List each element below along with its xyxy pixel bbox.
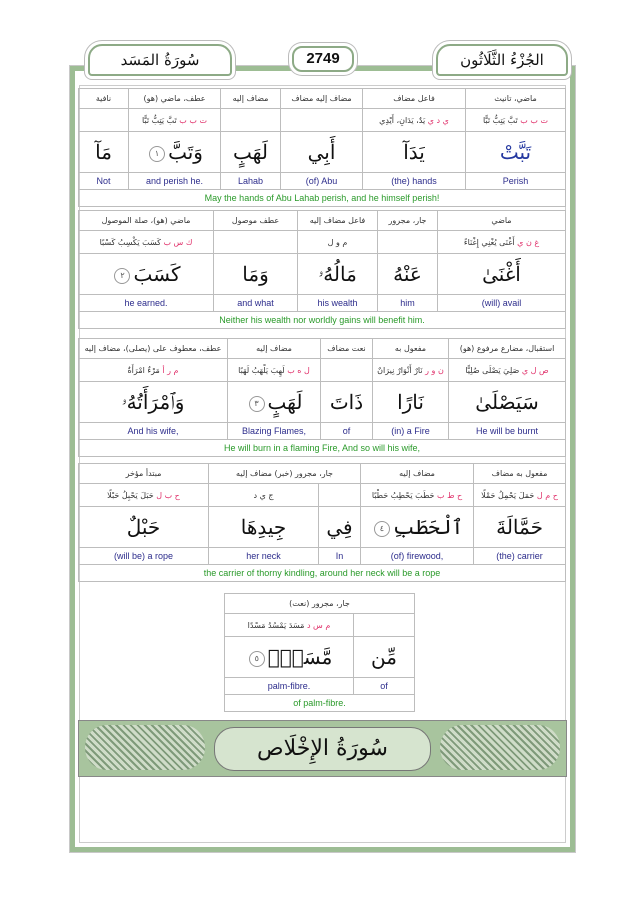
arabic-word-cell[interactable] <box>378 254 438 295</box>
arabic-word: جِيدِهَا <box>240 515 287 539</box>
verse-table <box>78 463 566 582</box>
root-forms: كَسَبَ يَكْسِبُ كَسْبًا <box>99 237 161 247</box>
arabic-word-cell[interactable] <box>129 132 221 173</box>
arabic-word-cell[interactable] <box>474 507 566 548</box>
root-cell <box>209 484 319 507</box>
root-letters: م س د <box>306 620 331 630</box>
arabic-word: أَبِي <box>307 140 336 164</box>
root-letters: ح ب ل <box>156 490 180 500</box>
page-number: 2749 <box>292 46 354 72</box>
grammar-cell: نافية <box>79 89 129 109</box>
english-word: his wealth <box>298 295 378 312</box>
grammar-cell: مضاف إليه <box>228 339 321 359</box>
next-surah-title: سُورَةُ الإِخْلَاص <box>214 727 431 771</box>
arabic-word-cell[interactable] <box>79 132 129 173</box>
root-cell <box>221 109 281 132</box>
english-word: Blazing Flames, <box>228 423 321 440</box>
arabic-word: حَبْلٌ <box>126 515 161 539</box>
arabic-word-cell[interactable] <box>466 132 566 173</box>
english-word: of <box>321 423 373 440</box>
ayah-number-icon: ٤ <box>374 521 390 537</box>
grammar-cell: ماضي <box>438 211 566 231</box>
verse-table <box>224 593 415 712</box>
verse-table <box>78 88 566 207</box>
grammar-cell: استقبال، مضارع مرفوع (هو) <box>449 339 566 359</box>
grammar-cell: ماضي (هو)، صلة الموصول <box>79 211 214 231</box>
arabic-word-cell[interactable] <box>225 637 354 678</box>
root-cell <box>363 109 466 132</box>
juz-name-tab: الجُزْءُ الثَّلَاثُون <box>436 44 568 76</box>
grammar-cell: مبتدأ مؤخر <box>79 464 209 484</box>
grammar-cell: مضاف إليه <box>361 464 474 484</box>
ayah-number-icon: ٥ <box>249 651 265 667</box>
root-cell <box>228 359 321 382</box>
root-cell <box>373 359 449 382</box>
ayah-number-icon: ١ <box>149 146 165 162</box>
arabic-word-cell[interactable] <box>298 254 378 295</box>
ayah-number-icon: ٢ <box>114 268 130 284</box>
root-letters: ي د ي <box>427 115 449 125</box>
english-word: Not <box>79 173 129 190</box>
root-cell <box>79 231 214 254</box>
root-forms: نَارٌ أَنْوَارٌ نِيرَانٌ <box>377 365 423 375</box>
arabic-word: كَسَبَ <box>133 262 181 286</box>
verse-block <box>78 338 565 457</box>
arabic-word-cell[interactable] <box>319 507 361 548</box>
root-cell <box>361 484 474 507</box>
root-forms: لَهِبَ يَلْهَبُ لَهَبًا <box>238 365 285 375</box>
grammar-cell: مفعول به <box>373 339 449 359</box>
ornament-right-icon <box>440 725 560 770</box>
arabic-word-cell[interactable] <box>438 254 566 295</box>
root-letters: ت ب ب <box>520 115 548 125</box>
grammar-cell: عطف موصول <box>214 211 298 231</box>
arabic-word: وَتَبَّ <box>168 140 203 164</box>
ayah-number-icon: ٣ <box>249 396 265 412</box>
grammar-cell: جار، مجرور (خبر) مضاف إليه <box>209 464 361 484</box>
grammar-cell: مضاف إليه <box>221 89 281 109</box>
english-word: him <box>378 295 438 312</box>
grammar-cell: جار، مجرور <box>378 211 438 231</box>
english-word: He will be burnt <box>449 423 566 440</box>
arabic-word-cell[interactable] <box>449 382 566 423</box>
root-forms: أَغْنَى يُغْنِي إِغْنَاءً <box>463 237 515 247</box>
root-cell <box>129 109 221 132</box>
root-cell <box>321 359 373 382</box>
english-word: (of) firewood, <box>361 548 474 565</box>
arabic-word-cell[interactable] <box>209 507 319 548</box>
arabic-word: يَدَآ <box>403 140 425 164</box>
arabic-word: مَّسَدٍۭ <box>267 645 333 669</box>
next-surah-banner <box>78 720 567 777</box>
root-letters: ت ب ب <box>179 115 207 125</box>
verse-block <box>78 88 565 207</box>
root-forms: حَمَلَ يَحْمِلُ حَمْلًا <box>481 490 535 500</box>
grammar-cell: فاعل مضاف إليه <box>298 211 378 231</box>
english-word: (will) avail <box>438 295 566 312</box>
root-cell <box>466 109 566 132</box>
verse-table <box>78 210 566 329</box>
root-cell <box>281 109 363 132</box>
arabic-word: ذَاتَ <box>329 390 364 414</box>
verse-block <box>78 210 565 329</box>
english-word: In <box>319 548 361 565</box>
root-letters: غ ن ي <box>517 237 540 247</box>
verse-translation: May the hands of Abu Lahab perish, and he himself perish! <box>79 190 566 207</box>
root-forms: حَطَبَ يَحْطِبُ حَطْبًا <box>371 490 435 500</box>
verse-table <box>78 338 566 457</box>
verse-block <box>78 463 565 582</box>
english-word: Perish <box>466 173 566 190</box>
english-word: Lahab <box>221 173 281 190</box>
root-cell <box>79 359 228 382</box>
grammar-cell: جار، مجرور (نعت) <box>225 594 415 614</box>
arabic-word: لَهَبٍ <box>233 140 268 164</box>
arabic-word-cell[interactable] <box>373 382 449 423</box>
english-word: and what <box>214 295 298 312</box>
english-word: palm-fibre. <box>225 678 354 695</box>
root-letters: ن و ر <box>425 365 444 375</box>
english-word: her neck <box>209 548 319 565</box>
arabic-word-cell[interactable] <box>214 254 298 295</box>
arabic-word-cell[interactable] <box>281 132 363 173</box>
grammar-cell: فاعل مضاف <box>363 89 466 109</box>
arabic-word: نَارًا <box>397 390 424 414</box>
arabic-word-cell[interactable] <box>228 382 321 423</box>
verse-translation: He will burn in a flaming Fire, And so will his wife, <box>79 440 566 457</box>
root-letters: ل ه ب <box>287 365 310 375</box>
arabic-word: فِي <box>326 515 353 539</box>
surah-name-tab: سُورَةُ المَسَد <box>88 44 232 76</box>
root-forms: صَلِيَ يَصْلَى صُلِيًّا <box>465 365 520 375</box>
arabic-word-cell[interactable] <box>363 132 466 173</box>
root-forms: يَدٌ، يَدَانِ، أَيْدِي <box>379 115 426 125</box>
grammar-cell: عطف، معطوف على (يصلى)، مضاف إليه <box>79 339 228 359</box>
root-forms: مَرْءٌ امْرَأَةٌ <box>127 365 160 375</box>
arabic-word-cell[interactable] <box>221 132 281 173</box>
arabic-word: ٱلْحَطَبِ <box>392 515 464 539</box>
english-word: (will be) a rope <box>79 548 209 565</box>
verse-translation: the carrier of thorny kindling, around her neck will be a rope <box>79 565 566 582</box>
root-cell <box>214 231 298 254</box>
grammar-cell: نعت مضاف <box>321 339 373 359</box>
arabic-word: وَمَا <box>242 262 269 286</box>
arabic-word: مَآ <box>95 140 112 164</box>
root-letters: ص ل ي <box>521 365 549 375</box>
root-cell <box>225 614 354 637</box>
arabic-word: سَيَصْلَىٰ <box>475 390 539 414</box>
root-forms: تَبَّ يَتِبُّ تَبًّا <box>483 115 518 125</box>
root-cell <box>474 484 566 507</box>
grammar-cell: مفعول به مضاف <box>474 464 566 484</box>
root-forms: مَسَدَ يَمْسُدُ مَسْدًا <box>247 620 305 630</box>
verse-translation: of palm-fibre. <box>225 695 415 712</box>
arabic-word: عَنْهُ <box>393 262 422 286</box>
root-cell <box>79 109 129 132</box>
grammar-cell: ماضي، تانيث <box>466 89 566 109</box>
root-letters: ح ط ب <box>437 490 463 500</box>
grammar-cell: مضاف إليه مضاف <box>281 89 363 109</box>
arabic-word: مِّن <box>371 645 397 669</box>
root-cell <box>298 231 378 254</box>
english-word: of <box>354 678 415 695</box>
arabic-word: حَمَّالَةَ <box>496 515 543 539</box>
english-word: (of) Abu <box>281 173 363 190</box>
grammar-cell: عطف، ماضي (هو) <box>129 89 221 109</box>
english-word: he earned. <box>79 295 214 312</box>
root-cell <box>378 231 438 254</box>
arabic-word-cell[interactable] <box>354 637 415 678</box>
verse-block <box>224 593 414 712</box>
english-word: and perish he. <box>129 173 221 190</box>
root-letters: م ر أ <box>162 365 179 375</box>
arabic-word: وَٱمْرَأَتُهُۥ <box>121 390 185 414</box>
english-word: (the) carrier <box>474 548 566 565</box>
root-forms: ج ي د <box>253 490 274 500</box>
root-forms: م و ل <box>327 237 348 247</box>
root-cell <box>319 484 361 507</box>
arabic-word-cell[interactable] <box>361 507 474 548</box>
english-word: And his wife, <box>79 423 228 440</box>
arabic-word-cell[interactable] <box>79 382 228 423</box>
arabic-word: لَهَبٍ <box>267 390 303 414</box>
root-forms: تَبَّ يَتِبُّ تَبًّا <box>142 115 177 125</box>
root-cell <box>79 484 209 507</box>
root-forms: حَبَلَ يَحْبِلُ حَبْلًا <box>107 490 154 500</box>
verse-translation: Neither his wealth nor worldly gains will benefit him. <box>79 312 566 329</box>
root-cell <box>449 359 566 382</box>
english-word: (the) hands <box>363 173 466 190</box>
root-letters: ك س ب <box>163 237 193 247</box>
root-cell <box>438 231 566 254</box>
arabic-word: تَبَّتْ <box>499 140 532 164</box>
arabic-word-cell[interactable] <box>79 254 214 295</box>
root-cell <box>354 614 415 637</box>
arabic-word-cell[interactable] <box>321 382 373 423</box>
arabic-word: أَغْنَىٰ <box>482 262 521 286</box>
english-word: (in) a Fire <box>373 423 449 440</box>
arabic-word-cell[interactable] <box>79 507 209 548</box>
arabic-word: مَالُهُۥ <box>318 262 357 286</box>
ornament-left-icon <box>85 725 205 770</box>
root-letters: ح م ل <box>536 490 558 500</box>
